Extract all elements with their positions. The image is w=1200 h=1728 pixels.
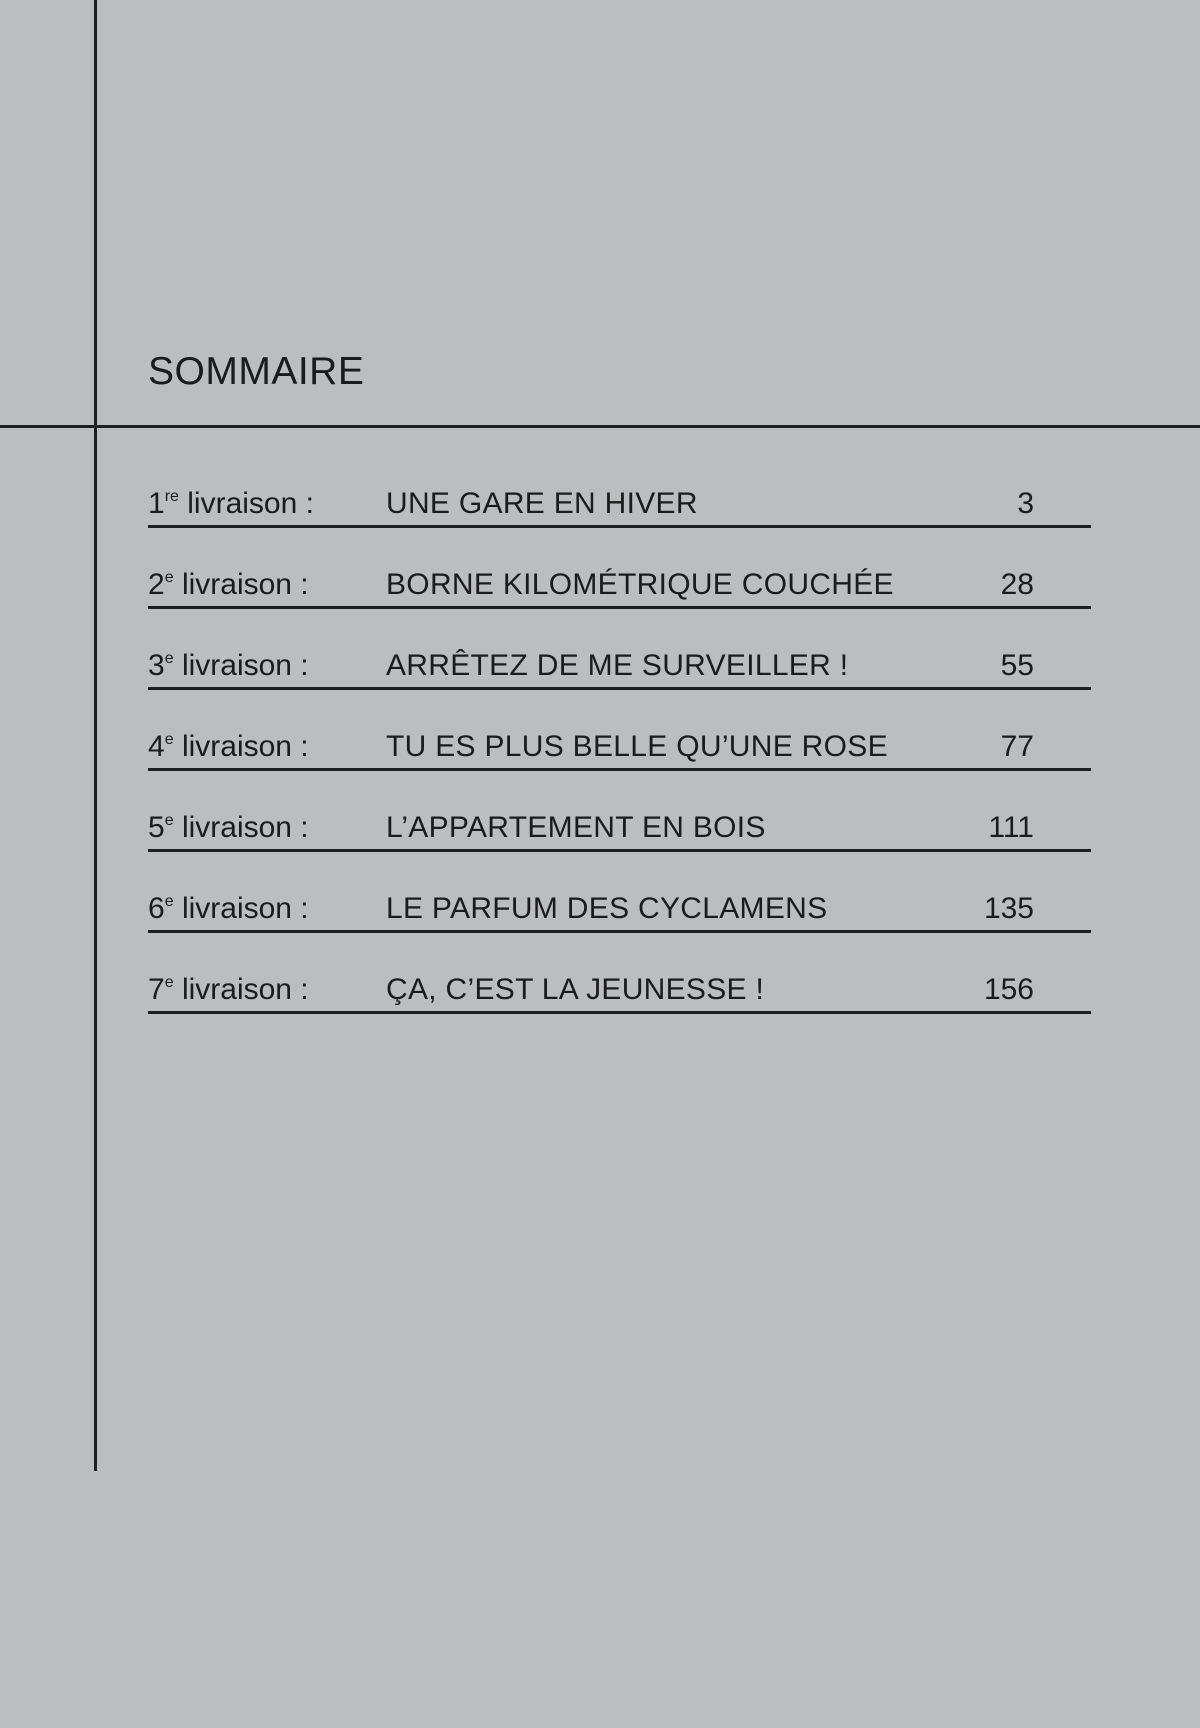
entry-label-text: livraison : [181, 730, 309, 763]
entry-chapter-title: TU ES PLUS BELLE QU’UNE ROSE [386, 730, 888, 763]
entry-ordinal-suffix: e [164, 893, 174, 910]
entry-label-text: livraison : [181, 892, 309, 925]
entry-page-number: 77 [1000, 730, 1034, 763]
toc-entry[interactable] [148, 475, 1091, 528]
entry-chapter-title: ÇA, C’EST LA JEUNESSE ! [386, 973, 765, 1006]
entry-ordinal-suffix: e [164, 569, 174, 586]
entry-label [148, 975, 309, 1005]
entry-label [148, 894, 309, 924]
entry-ordinal-suffix: e [164, 731, 174, 748]
entry-chapter-title: ARRÊTEZ DE ME SURVEILLER ! [386, 649, 849, 682]
entry-page-number: 135 [983, 892, 1034, 925]
toc-entry[interactable] [148, 528, 1091, 609]
entry-label [148, 489, 314, 519]
entry-page-number: 3 [1017, 487, 1034, 520]
entry-number: 1 [148, 487, 165, 520]
entry-label [148, 570, 309, 600]
entry-number: 3 [148, 649, 165, 682]
toc-entry[interactable] [148, 609, 1091, 690]
entry-ordinal-suffix: e [164, 974, 174, 991]
entry-chapter-title: BORNE KILOMÉTRIQUE COUCHÉE [386, 568, 894, 601]
table-of-contents [148, 475, 1091, 1014]
page-title: SOMMAIRE [148, 350, 365, 393]
entry-number: 5 [148, 811, 165, 844]
entry-number: 6 [148, 892, 165, 925]
entry-ordinal-suffix: e [164, 650, 174, 667]
entry-page-number: 111 [988, 811, 1034, 844]
entry-page-number: 156 [983, 973, 1034, 1006]
entry-number: 7 [148, 973, 165, 1006]
toc-entry[interactable] [148, 852, 1091, 933]
horizontal-rule [0, 425, 1200, 428]
entry-chapter-title: LE PARFUM DES CYCLAMENS [386, 892, 828, 925]
entry-page-number: 55 [1000, 649, 1034, 682]
entry-label-text: livraison : [181, 973, 309, 1006]
toc-entry[interactable] [148, 690, 1091, 771]
entry-label [148, 651, 309, 681]
entry-chapter-title: L’APPARTEMENT EN BOIS [386, 811, 766, 844]
entry-label-text: livraison : [181, 811, 309, 844]
entry-label [148, 813, 309, 843]
entry-label-text: livraison : [181, 568, 309, 601]
entry-label-text: livraison : [187, 487, 314, 520]
vertical-rule [94, 0, 97, 1471]
entry-number: 4 [148, 730, 165, 763]
entry-ordinal-suffix: re [164, 488, 179, 505]
entry-ordinal-suffix: e [164, 812, 174, 829]
entry-label [148, 732, 309, 762]
entry-chapter-title: UNE GARE EN HIVER [386, 487, 698, 520]
entry-number: 2 [148, 568, 165, 601]
toc-entry[interactable] [148, 933, 1091, 1014]
entry-label-text: livraison : [181, 649, 309, 682]
entry-page-number: 28 [1000, 568, 1034, 601]
toc-entry[interactable] [148, 771, 1091, 852]
